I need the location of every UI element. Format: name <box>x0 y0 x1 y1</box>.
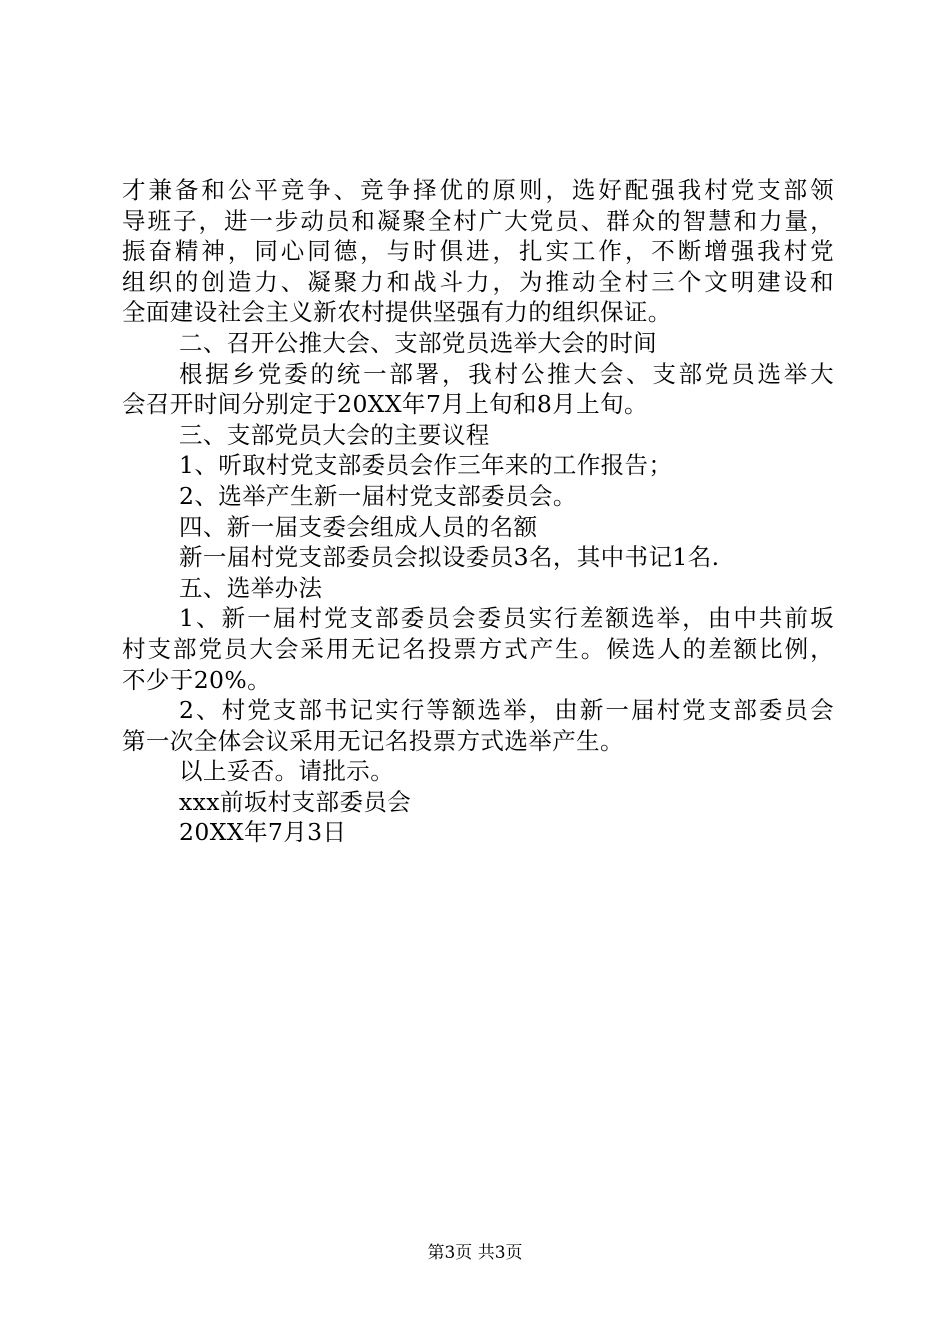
text-line: 村支部党员大会采用无记名投票方式产生。候选人的差额比例， <box>122 634 834 663</box>
text-line: 会召开时间分别定于20XX年7月上旬和8月上旬。 <box>122 390 648 419</box>
text-line: 以上妥否。请批示。 <box>179 757 395 786</box>
text-line: 1、听取村党支部委员会作三年来的工作报告； <box>179 451 673 480</box>
text-line: 振奋精神，同心同德，与时俱进，扎实工作，不断增强我村党 <box>122 237 834 266</box>
text-line: 20XX年7月3日 <box>179 818 347 847</box>
text-line: 1、新一届村党支部委员会委员实行差额选举，由中共前坂 <box>179 604 834 633</box>
text-line: 组织的创造力、凝聚力和战斗力，为推动全村三个文明建设和 <box>122 267 834 296</box>
text-line: 才兼备和公平竞争、竞争择优的原则，选好配强我村党支部领 <box>122 176 834 204</box>
text-line: xxx前坂村支部委员会 <box>179 787 412 816</box>
text-line: 五、选举办法 <box>179 573 323 602</box>
document-body <box>122 175 834 848</box>
page-footer: 第3页 共3页 <box>427 1243 523 1263</box>
text-line: 新一届村党支部委员会拟设委员3名，其中书记1名. <box>179 543 720 572</box>
text-line: 三、支部党员大会的主要议程 <box>179 420 490 449</box>
text-line: 四、新一届支委会组成人员的名额 <box>179 512 538 541</box>
text-line: 不少于20%。 <box>122 665 272 694</box>
text-line: 二、召开公推大会、支部党员选举大会的时间 <box>179 328 657 357</box>
text-line: 2、村党支部书记实行等额选举，由新一届村党支部委员会 <box>179 696 834 725</box>
text-line: 全面建设社会主义新农村提供坚强有力的组织保证。 <box>122 298 672 327</box>
text-line: 导班子，进一步动员和凝聚全村广大党员、群众的智慧和力量， <box>122 206 834 235</box>
text-line: 根据乡党委的统一部署，我村公推大会、支部党员选举大 <box>179 359 834 388</box>
text-line: 2、选举产生新一届村党支部委员会。 <box>179 481 577 510</box>
text-line: 第一次全体会议采用无记名投票方式选举产生。 <box>122 726 624 755</box>
